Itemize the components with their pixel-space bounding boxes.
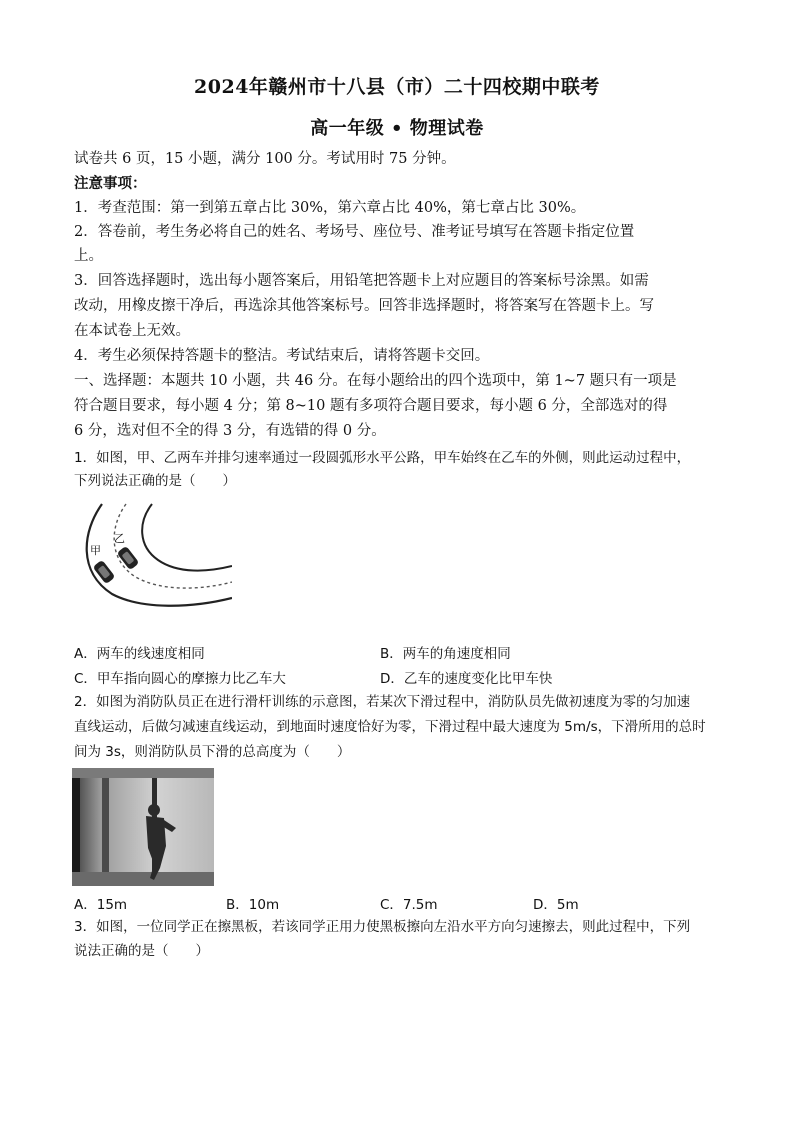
q2-figure bbox=[72, 768, 214, 886]
q3-stem-line-1: 3．如图，一位同学正在擦黑板，若该同学正用力使黑板擦向左沿水平方向匀速擦去，则此过程中，下列 bbox=[74, 919, 691, 935]
section-1-line-3: 6 分，选对但不全的得 3 分，有选错的得 0 分。 bbox=[74, 423, 386, 439]
note-3-line-2: 改动，用橡皮擦干净后，再选涂其他答案标号。回答非选择题时，将答案写在答题卡上。写 bbox=[74, 298, 654, 314]
q1-option-a[interactable]: A．两车的线速度相同 bbox=[74, 646, 205, 662]
note-4: 4．考生必须保持答题卡的整洁。考试结束后，请将答题卡交回。 bbox=[74, 348, 490, 364]
q2-option-b[interactable]: B．10m bbox=[226, 897, 280, 913]
exam-info: 试卷共 6 页，15 小题，满分 100 分。考试用时 75 分钟。 bbox=[74, 151, 456, 167]
section-1-line-1: 一、选择题：本题共 10 小题，共 46 分。在每小题给出的四个选项中，第 1~7 题只有一项是 bbox=[74, 373, 677, 389]
q2-stem-line-2: 直线运动，后做匀减速直线运动，到地面时速度恰好为零，下滑过程中最大速度为 5m/s，下滑所用的总时 bbox=[74, 719, 706, 735]
curved-road-diagram bbox=[72, 502, 232, 608]
q2-option-a[interactable]: A．15m bbox=[74, 897, 128, 913]
note-2-line-2: 上。 bbox=[74, 248, 103, 264]
exam-title: 2024年赣州市十八县（市）二十四校期中联考 bbox=[194, 76, 600, 98]
car-yi bbox=[116, 546, 139, 571]
note-2-line-1: 2．答卷前，考生务必将自己的姓名、考场号、座位号、准考证号填写在答题卡指定位置 bbox=[74, 224, 635, 240]
road-outer-edge bbox=[87, 504, 232, 606]
q1-stem-line-1: 1．如图，甲、乙两车并排匀速率通过一段圆弧形水平公路，甲车始终在乙车的外侧，则此运动过程中， bbox=[74, 450, 691, 466]
q3-stem-line-2: 说法正确的是（ ） bbox=[74, 943, 209, 959]
firefighter-pole-photo bbox=[72, 768, 214, 886]
road-inner-edge bbox=[142, 504, 232, 571]
note-1: 1．考查范围：第一到第五章占比 30%，第六章占比 40%，第七章占比 30%。 bbox=[74, 200, 586, 216]
q2-option-c[interactable]: C．7.5m bbox=[380, 897, 438, 913]
note-3-line-1: 3．回答选择题时，选出每小题答案后，用铅笔把答题卡上对应题目的答案标号涂黑。如需 bbox=[74, 273, 649, 289]
road-center-line bbox=[114, 504, 232, 588]
section-1-line-2: 符合题目要求，每小题 4 分；第 8~10 题有多项符合题目要求，每小题 6 分，全部选对的得 bbox=[74, 398, 668, 414]
note-3-line-3: 在本试卷上无效。 bbox=[74, 323, 190, 339]
notes-heading: 注意事项： bbox=[74, 175, 147, 192]
q2-option-d[interactable]: D．5m bbox=[533, 897, 579, 913]
q1-option-b[interactable]: B．两车的角速度相同 bbox=[380, 646, 511, 662]
label-yi: 乙 bbox=[114, 532, 125, 545]
q1-option-c[interactable]: C．甲车指向圆心的摩擦力比乙车大 bbox=[74, 671, 286, 687]
q1-stem-line-2: 下列说法正确的是（ ） bbox=[74, 473, 236, 489]
q2-stem-line-3: 间为 3s，则消防队员下滑的总高度为（ ） bbox=[74, 744, 351, 760]
exam-subtitle: 高一年级 • 物理试卷 bbox=[310, 118, 484, 139]
q1-figure bbox=[72, 502, 232, 608]
q1-option-d[interactable]: D．乙车的速度变化比甲车快 bbox=[380, 671, 553, 687]
q2-stem-line-1: 2．如图为消防队员正在进行滑杆训练的示意图，若某次下滑过程中，消防队员先做初速度为零的匀加速 bbox=[74, 694, 691, 710]
label-jia: 甲 bbox=[90, 544, 101, 557]
